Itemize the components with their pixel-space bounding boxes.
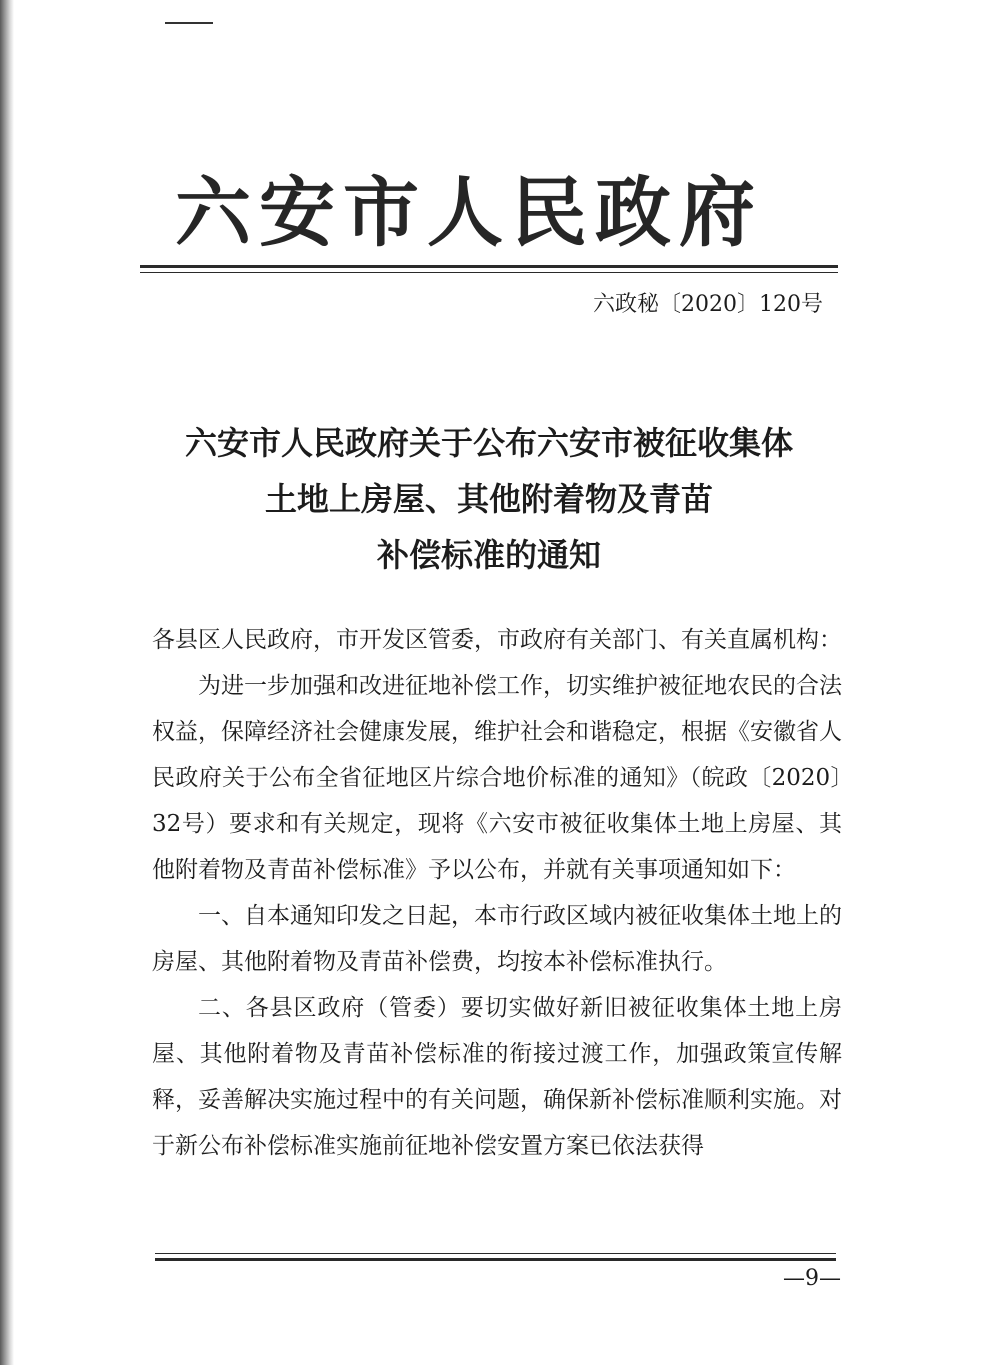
footer-divider xyxy=(155,1253,836,1261)
header-divider xyxy=(140,265,838,273)
page-number: —9— xyxy=(783,1266,841,1291)
document-heading xyxy=(140,415,838,583)
body-paragraph-3: 二、各县区政府（管委）要切实做好新旧被征收集体土地上房屋、其他附着物及青苗补偿标准的衔接过渡工作，加强政策宣传解释，妥善解决实施过程中的有关问题，确保新补偿标准顺利实施。对于新公布补偿标准实施前征地补偿安置方案已依法获得 xyxy=(152,995,842,1159)
heading-line-3: 补偿标准的通知 xyxy=(376,536,601,574)
body-paragraph-2: 一、自本通知印发之日起，本市行政区域内被征收集体土地上的房屋、其他附着物及青苗补偿费，均按本补偿标准执行。 xyxy=(152,903,842,975)
top-margin-mark xyxy=(165,22,213,24)
org-title: 六安市人民政府 xyxy=(175,168,763,257)
heading-line-2: 土地上房屋、其他附着物及青苗 xyxy=(264,480,713,518)
document-body xyxy=(152,617,842,1169)
scan-edge-shadow xyxy=(0,0,14,1365)
body-paragraph-1: 为进一步加强和改进征地补偿工作，切实维护被征地农民的合法权益，保障经济社会健康发展，维护社会和谐稳定，根据《安徽省人民政府关于公布全省征地区片综合地价标准的通知》（皖政〔2020〕32号）要求和有关规定，现将《六安市被征收集体土地上房屋、其他附着物及青苗补偿标准》予以公布，并就有关事项通知如下： xyxy=(152,673,842,883)
document-number: 六政秘〔2020〕120号 xyxy=(593,292,823,317)
heading-line-1: 六安市人民政府关于公布六安市被征收集体 xyxy=(184,424,793,462)
salutation: 各县区人民政府，市开发区管委，市政府有关部门、有关直属机构： xyxy=(152,627,842,653)
